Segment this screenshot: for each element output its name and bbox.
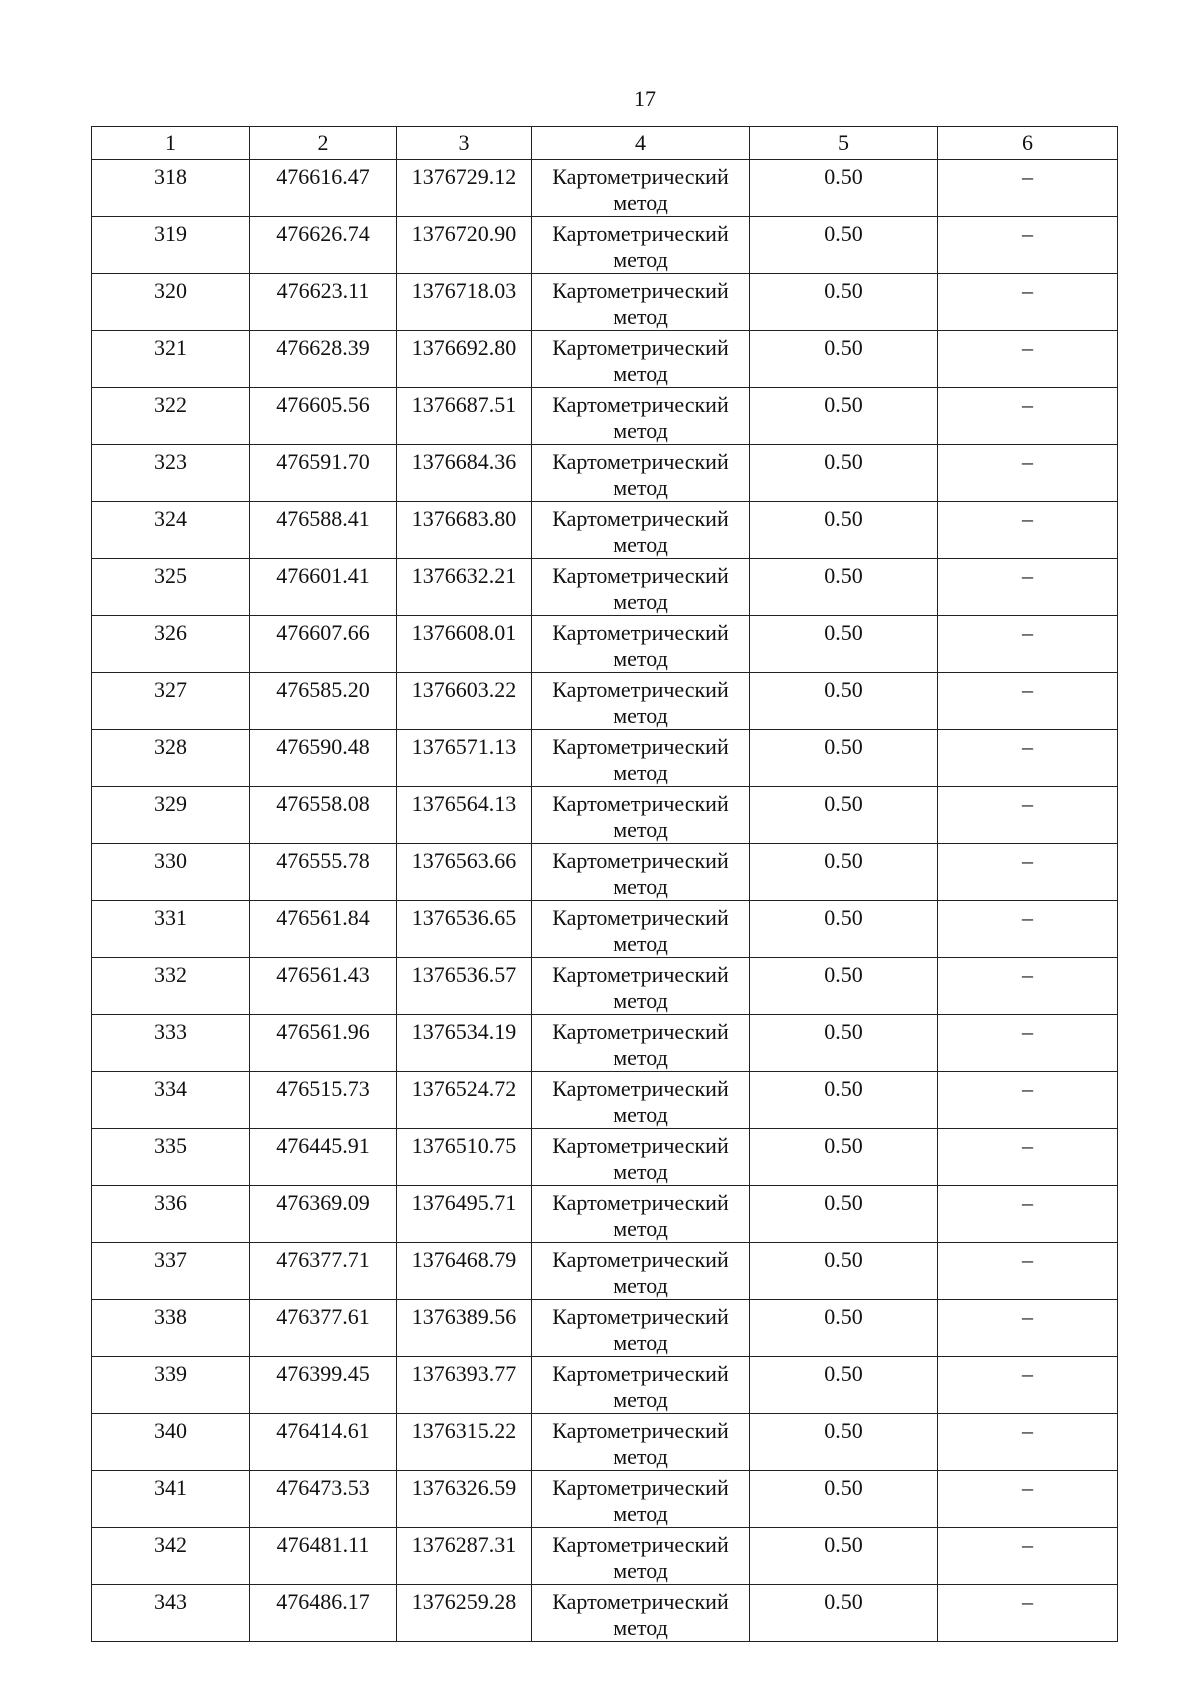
accuracy-cell: 0.50 — [750, 730, 938, 787]
accuracy-cell: 0.50 — [750, 1072, 938, 1129]
y-coordinate-cell: 1376687.51 — [397, 388, 532, 445]
x-coordinate-cell: 476555.78 — [250, 844, 397, 901]
method-line-2: метод — [613, 703, 668, 728]
accuracy-cell: 0.50 — [750, 274, 938, 331]
note-cell: – — [938, 958, 1118, 1015]
method-cell — [532, 1585, 750, 1642]
method-line-2: метод — [613, 931, 668, 956]
y-coordinate-cell: 1376718.03 — [397, 274, 532, 331]
accuracy-cell: 0.50 — [750, 331, 938, 388]
y-coordinate-cell: 1376720.90 — [397, 217, 532, 274]
point-number-cell: 324 — [92, 502, 250, 559]
accuracy-cell: 0.50 — [750, 1585, 938, 1642]
table-row — [92, 1528, 1118, 1585]
x-coordinate-cell: 476399.45 — [250, 1357, 397, 1414]
x-coordinate-cell: 476369.09 — [250, 1186, 397, 1243]
point-number-cell: 319 — [92, 217, 250, 274]
note-cell: – — [938, 502, 1118, 559]
method-cell — [532, 730, 750, 787]
point-number-cell: 326 — [92, 616, 250, 673]
method-cell — [532, 388, 750, 445]
method-line-1: Картометрический — [552, 1076, 729, 1101]
table-row — [92, 901, 1118, 958]
method-line-1: Картометрический — [552, 506, 729, 531]
method-line-2: метод — [613, 1045, 668, 1070]
method-line-1: Картометрический — [552, 1418, 729, 1443]
x-coordinate-cell: 476414.61 — [250, 1414, 397, 1471]
x-coordinate-cell: 476561.96 — [250, 1015, 397, 1072]
y-coordinate-cell: 1376534.19 — [397, 1015, 532, 1072]
point-number-cell: 337 — [92, 1243, 250, 1300]
method-cell — [532, 1129, 750, 1186]
accuracy-cell: 0.50 — [750, 445, 938, 502]
method-line-1: Картометрический — [552, 848, 729, 873]
table-row — [92, 787, 1118, 844]
method-line-1: Картометрический — [552, 1190, 729, 1215]
method-line-1: Картометрический — [552, 1361, 729, 1386]
method-line-1: Картометрический — [552, 278, 729, 303]
table-row — [92, 502, 1118, 559]
note-cell: – — [938, 1471, 1118, 1528]
method-line-2: метод — [613, 1444, 668, 1469]
note-cell: – — [938, 160, 1118, 217]
method-line-1: Картометрический — [552, 335, 729, 360]
method-cell — [532, 958, 750, 1015]
table-row — [92, 1186, 1118, 1243]
y-coordinate-cell: 1376729.12 — [397, 160, 532, 217]
method-cell — [532, 1015, 750, 1072]
coordinates-table — [91, 126, 1118, 1642]
table-row — [92, 1471, 1118, 1528]
note-cell: – — [938, 217, 1118, 274]
table-row — [92, 160, 1118, 217]
method-line-2: метод — [613, 475, 668, 500]
method-line-1: Картометрический — [552, 962, 729, 987]
y-coordinate-cell: 1376259.28 — [397, 1585, 532, 1642]
method-line-1: Картометрический — [552, 905, 729, 930]
method-line-2: метод — [613, 1102, 668, 1127]
method-cell — [532, 1414, 750, 1471]
y-coordinate-cell: 1376315.22 — [397, 1414, 532, 1471]
y-coordinate-cell: 1376684.36 — [397, 445, 532, 502]
point-number-cell: 335 — [92, 1129, 250, 1186]
method-line-2: метод — [613, 304, 668, 329]
note-cell: – — [938, 559, 1118, 616]
method-cell — [532, 1471, 750, 1528]
table-row — [92, 958, 1118, 1015]
y-coordinate-cell: 1376608.01 — [397, 616, 532, 673]
note-cell: – — [938, 1243, 1118, 1300]
method-line-1: Картометрический — [552, 1589, 729, 1614]
x-coordinate-cell: 476473.53 — [250, 1471, 397, 1528]
method-line-1: Картометрический — [552, 221, 729, 246]
accuracy-cell: 0.50 — [750, 1129, 938, 1186]
point-number-cell: 330 — [92, 844, 250, 901]
table-row — [92, 1585, 1118, 1642]
y-coordinate-cell: 1376683.80 — [397, 502, 532, 559]
method-cell — [532, 1186, 750, 1243]
method-cell — [532, 502, 750, 559]
table-row — [92, 1129, 1118, 1186]
method-line-1: Картометрический — [552, 620, 729, 645]
note-cell: – — [938, 730, 1118, 787]
method-line-2: метод — [613, 1216, 668, 1241]
point-number-cell: 339 — [92, 1357, 250, 1414]
point-number-cell: 333 — [92, 1015, 250, 1072]
y-coordinate-cell: 1376510.75 — [397, 1129, 532, 1186]
method-line-1: Картометрический — [552, 1475, 729, 1500]
x-coordinate-cell: 476486.17 — [250, 1585, 397, 1642]
method-line-1: Картометрический — [552, 449, 729, 474]
note-cell: – — [938, 673, 1118, 730]
table-row — [92, 673, 1118, 730]
table-row — [92, 1414, 1118, 1471]
table-row — [92, 730, 1118, 787]
accuracy-cell: 0.50 — [750, 388, 938, 445]
y-coordinate-cell: 1376692.80 — [397, 331, 532, 388]
x-coordinate-cell: 476585.20 — [250, 673, 397, 730]
method-cell — [532, 1357, 750, 1414]
accuracy-cell: 0.50 — [750, 1015, 938, 1072]
x-coordinate-cell: 476377.61 — [250, 1300, 397, 1357]
table-row — [92, 1072, 1118, 1129]
method-cell — [532, 160, 750, 217]
x-coordinate-cell: 476481.11 — [250, 1528, 397, 1585]
method-line-2: метод — [613, 1615, 668, 1640]
x-coordinate-cell: 476616.47 — [250, 160, 397, 217]
note-cell: – — [938, 445, 1118, 502]
method-cell — [532, 1072, 750, 1129]
x-coordinate-cell: 476515.73 — [250, 1072, 397, 1129]
accuracy-cell: 0.50 — [750, 958, 938, 1015]
method-line-2: метод — [613, 589, 668, 614]
note-cell: – — [938, 844, 1118, 901]
note-cell: – — [938, 1528, 1118, 1585]
method-line-1: Картометрический — [552, 1304, 729, 1329]
point-number-cell: 343 — [92, 1585, 250, 1642]
method-line-2: метод — [613, 418, 668, 443]
column-header: 3 — [397, 127, 532, 160]
method-line-2: метод — [613, 817, 668, 842]
point-number-cell: 327 — [92, 673, 250, 730]
point-number-cell: 321 — [92, 331, 250, 388]
table-row — [92, 445, 1118, 502]
note-cell: – — [938, 331, 1118, 388]
table-row — [92, 274, 1118, 331]
note-cell: – — [938, 1186, 1118, 1243]
page-number: 17 — [634, 86, 656, 111]
column-header: 2 — [250, 127, 397, 160]
point-number-cell: 329 — [92, 787, 250, 844]
method-cell — [532, 901, 750, 958]
method-line-2: метод — [613, 1330, 668, 1355]
note-cell: – — [938, 787, 1118, 844]
x-coordinate-cell: 476588.41 — [250, 502, 397, 559]
point-number-cell: 322 — [92, 388, 250, 445]
y-coordinate-cell: 1376603.22 — [397, 673, 532, 730]
table-body — [92, 160, 1118, 1642]
x-coordinate-cell: 476561.43 — [250, 958, 397, 1015]
column-header: 5 — [750, 127, 938, 160]
method-cell — [532, 559, 750, 616]
method-cell — [532, 1528, 750, 1585]
method-cell — [532, 673, 750, 730]
table-row — [92, 217, 1118, 274]
method-line-1: Картометрический — [552, 164, 729, 189]
method-cell — [532, 787, 750, 844]
method-line-2: метод — [613, 646, 668, 671]
method-line-2: метод — [613, 1159, 668, 1184]
note-cell: – — [938, 1072, 1118, 1129]
method-cell — [532, 331, 750, 388]
point-number-cell: 340 — [92, 1414, 250, 1471]
table-row — [92, 1243, 1118, 1300]
column-header: 4 — [532, 127, 750, 160]
accuracy-cell: 0.50 — [750, 901, 938, 958]
method-line-1: Картометрический — [552, 1247, 729, 1272]
method-line-1: Картометрический — [552, 677, 729, 702]
method-cell — [532, 844, 750, 901]
accuracy-cell: 0.50 — [750, 616, 938, 673]
point-number-cell: 334 — [92, 1072, 250, 1129]
note-cell: – — [938, 616, 1118, 673]
accuracy-cell: 0.50 — [750, 1186, 938, 1243]
method-line-2: метод — [613, 1558, 668, 1583]
y-coordinate-cell: 1376389.56 — [397, 1300, 532, 1357]
method-line-1: Картометрический — [552, 1019, 729, 1044]
point-number-cell: 336 — [92, 1186, 250, 1243]
x-coordinate-cell: 476558.08 — [250, 787, 397, 844]
point-number-cell: 338 — [92, 1300, 250, 1357]
method-line-2: метод — [613, 247, 668, 272]
y-coordinate-cell: 1376571.13 — [397, 730, 532, 787]
point-number-cell: 342 — [92, 1528, 250, 1585]
x-coordinate-cell: 476628.39 — [250, 331, 397, 388]
method-cell — [532, 274, 750, 331]
table-row — [92, 559, 1118, 616]
accuracy-cell: 0.50 — [750, 1471, 938, 1528]
note-cell: – — [938, 388, 1118, 445]
column-header: 1 — [92, 127, 250, 160]
method-line-2: метод — [613, 190, 668, 215]
table-row — [92, 1357, 1118, 1414]
point-number-cell: 331 — [92, 901, 250, 958]
method-line-1: Картометрический — [552, 734, 729, 759]
y-coordinate-cell: 1376495.71 — [397, 1186, 532, 1243]
y-coordinate-cell: 1376524.72 — [397, 1072, 532, 1129]
table-row — [92, 844, 1118, 901]
method-cell — [532, 445, 750, 502]
table-header-row — [92, 127, 1118, 160]
method-line-2: метод — [613, 361, 668, 386]
method-line-2: метод — [613, 874, 668, 899]
x-coordinate-cell: 476605.56 — [250, 388, 397, 445]
y-coordinate-cell: 1376632.21 — [397, 559, 532, 616]
table-row — [92, 1300, 1118, 1357]
point-number-cell: 328 — [92, 730, 250, 787]
x-coordinate-cell: 476607.66 — [250, 616, 397, 673]
y-coordinate-cell: 1376536.65 — [397, 901, 532, 958]
accuracy-cell: 0.50 — [750, 502, 938, 559]
accuracy-cell: 0.50 — [750, 217, 938, 274]
note-cell: – — [938, 1357, 1118, 1414]
method-cell — [532, 616, 750, 673]
note-cell: – — [938, 1015, 1118, 1072]
y-coordinate-cell: 1376536.57 — [397, 958, 532, 1015]
y-coordinate-cell: 1376326.59 — [397, 1471, 532, 1528]
accuracy-cell: 0.50 — [750, 1528, 938, 1585]
point-number-cell: 341 — [92, 1471, 250, 1528]
note-cell: – — [938, 1585, 1118, 1642]
accuracy-cell: 0.50 — [750, 787, 938, 844]
method-line-2: метод — [613, 988, 668, 1013]
point-number-cell: 320 — [92, 274, 250, 331]
method-line-1: Картометрический — [552, 1133, 729, 1158]
method-line-1: Картометрический — [552, 392, 729, 417]
x-coordinate-cell: 476601.41 — [250, 559, 397, 616]
method-line-2: метод — [613, 1273, 668, 1298]
note-cell: – — [938, 274, 1118, 331]
method-cell — [532, 1300, 750, 1357]
y-coordinate-cell: 1376287.31 — [397, 1528, 532, 1585]
accuracy-cell: 0.50 — [750, 1414, 938, 1471]
accuracy-cell: 0.50 — [750, 1357, 938, 1414]
table-row — [92, 616, 1118, 673]
accuracy-cell: 0.50 — [750, 844, 938, 901]
x-coordinate-cell: 476561.84 — [250, 901, 397, 958]
note-cell: – — [938, 1129, 1118, 1186]
method-line-2: метод — [613, 532, 668, 557]
accuracy-cell: 0.50 — [750, 559, 938, 616]
table-row — [92, 331, 1118, 388]
x-coordinate-cell: 476623.11 — [250, 274, 397, 331]
method-line-2: метод — [613, 1387, 668, 1412]
y-coordinate-cell: 1376564.13 — [397, 787, 532, 844]
x-coordinate-cell: 476377.71 — [250, 1243, 397, 1300]
table-row — [92, 388, 1118, 445]
y-coordinate-cell: 1376563.66 — [397, 844, 532, 901]
x-coordinate-cell: 476590.48 — [250, 730, 397, 787]
method-cell — [532, 217, 750, 274]
point-number-cell: 323 — [92, 445, 250, 502]
note-cell: – — [938, 901, 1118, 958]
method-line-1: Картометрический — [552, 563, 729, 588]
y-coordinate-cell: 1376468.79 — [397, 1243, 532, 1300]
method-line-2: метод — [613, 1501, 668, 1526]
x-coordinate-cell: 476591.70 — [250, 445, 397, 502]
accuracy-cell: 0.50 — [750, 160, 938, 217]
note-cell: – — [938, 1414, 1118, 1471]
method-cell — [532, 1243, 750, 1300]
x-coordinate-cell: 476445.91 — [250, 1129, 397, 1186]
method-line-2: метод — [613, 760, 668, 785]
x-coordinate-cell: 476626.74 — [250, 217, 397, 274]
column-header: 6 — [938, 127, 1118, 160]
accuracy-cell: 0.50 — [750, 1300, 938, 1357]
method-line-1: Картометрический — [552, 791, 729, 816]
accuracy-cell: 0.50 — [750, 1243, 938, 1300]
accuracy-cell: 0.50 — [750, 673, 938, 730]
point-number-cell: 332 — [92, 958, 250, 1015]
y-coordinate-cell: 1376393.77 — [397, 1357, 532, 1414]
method-line-1: Картометрический — [552, 1532, 729, 1557]
point-number-cell: 318 — [92, 160, 250, 217]
table-row — [92, 1015, 1118, 1072]
note-cell: – — [938, 1300, 1118, 1357]
point-number-cell: 325 — [92, 559, 250, 616]
